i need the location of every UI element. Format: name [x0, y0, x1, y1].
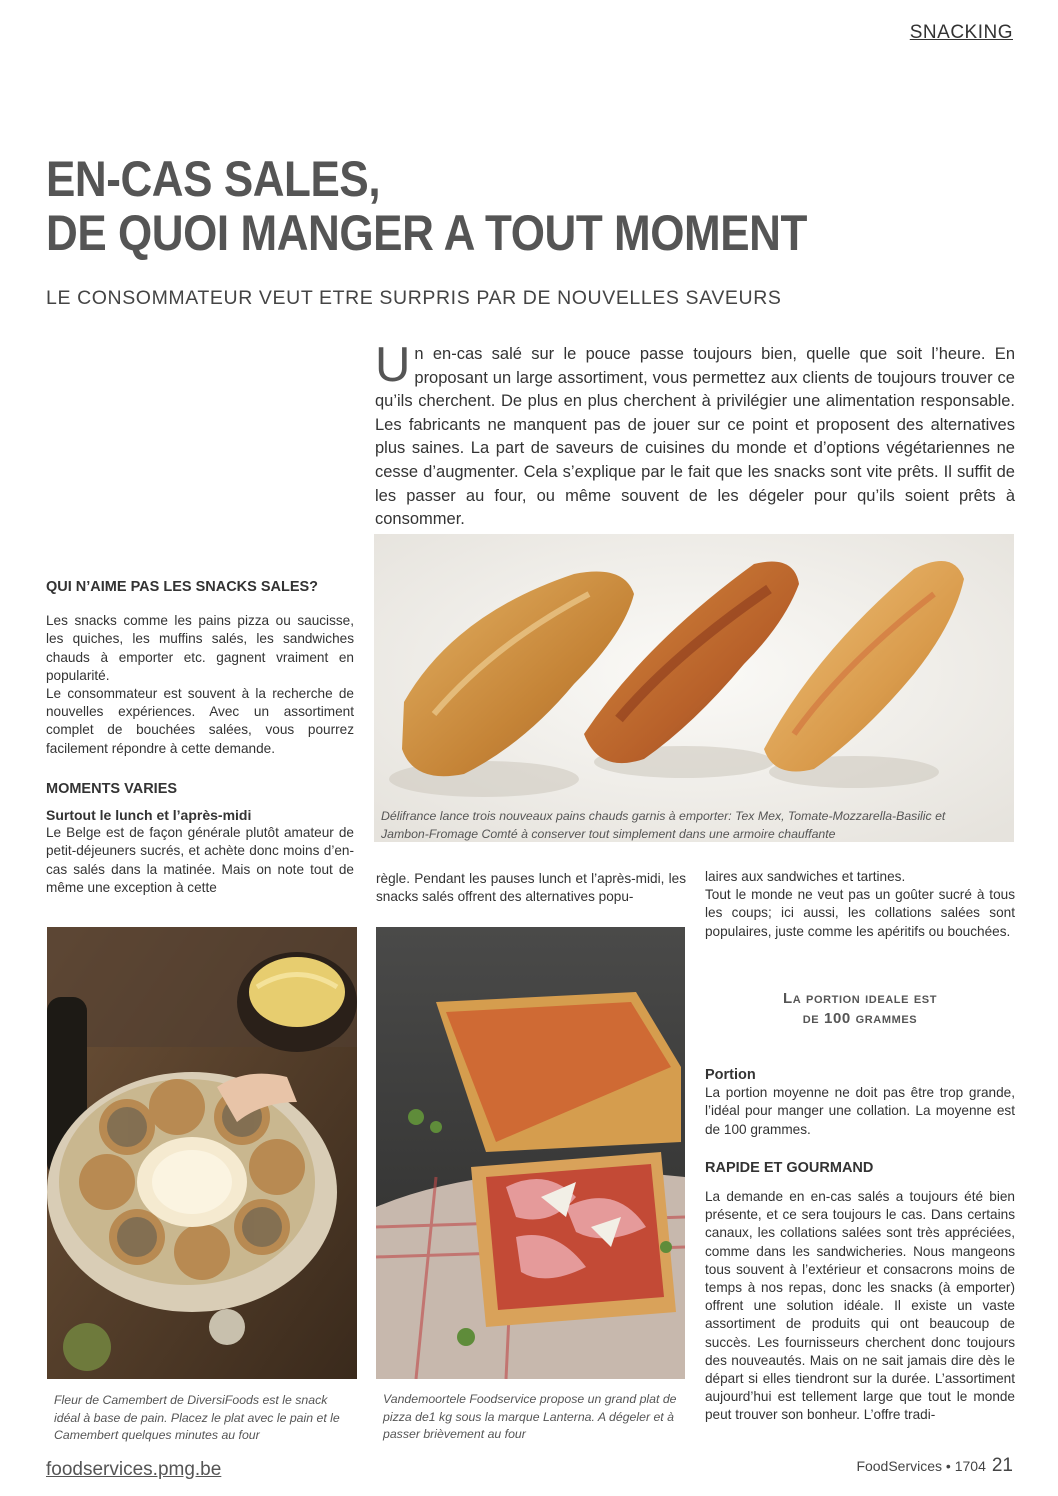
- heading-portion: Portion: [705, 1067, 756, 1083]
- footer-url-link[interactable]: foodservices.pmg.be: [46, 1459, 222, 1480]
- photo-camembert: [47, 927, 357, 1379]
- pull-quote-line-2: de 100 grammes: [802, 1010, 918, 1027]
- caption-pizza: Vandemoortele Foodservice propose un grand plat de pizza de1 kg sous la marque Lanterna. A dégeler et à passer brièvement au four: [383, 1392, 677, 1441]
- heading-moments-varies: MOMENTS VARIES: [46, 780, 178, 797]
- caption-camembert: Fleur de Camembert de DiversiFoods est le snack idéal à base de pain. Placez le plat avec le pain et le Camembert quelques minutes au four: [54, 1393, 340, 1442]
- heading-qui-naime: QUI N’AIME PAS LES SNACKS SALES?: [46, 579, 319, 595]
- magazine-name: FoodServices • 1704: [856, 1458, 986, 1474]
- title-line-1: EN-CAS SALES,: [46, 151, 381, 207]
- subtitle: LE CONSOMMATEUR VEUT ETRE SURPRIS PAR DE NOUVELLES SAVEURS: [46, 287, 782, 309]
- subheading-lunch: Surtout le lunch et l’après-midi: [46, 807, 252, 824]
- page-number: 21: [991, 1455, 1013, 1476]
- pull-quote-line-1: La portion ideale est: [782, 990, 938, 1007]
- left-para-1: Les snacks comme les pains pizza ou saucisse, les quiches, les muffins salés, les sandwiches chauds à emporter etc. gagnent vraiment en popularité.: [46, 613, 354, 683]
- photo-savoury-breads: [374, 534, 1014, 842]
- footer-issue: [856, 1455, 1013, 1477]
- para-rapide: La demande en en-cas salés a toujours été bien présente, et ce sera toujours le cas. Dans certains canaux, les collations salées sont très appréciées, comme dans les sandwicheries. Nous mangeons tous souvent à l’extérieur et consacrons moins de temps à nos repas, donc les snacks (à emporter) offrent une solution idéale. Il existe un vaste assortiment de produits qui ont beaucoup de succès. Les fournisseurs cherchent donc toujours des nouveautés. Mais on ne sait jamais dire dès le départ si elles tiendront sur la durée. L’assortiment aujourd’hui est tellement large que tout le monde peut trouver son bonheur. L’offre tradi-: [705, 1189, 1015, 1423]
- photo-pizza: [376, 927, 685, 1379]
- para-portion: La portion moyenne ne doit pas être trop grande, l’idéal pour manger une collation. La moyenne est de 100 grammes.: [705, 1085, 1015, 1137]
- pull-quote: [705, 989, 1015, 1029]
- intro-text: n en-cas salé sur le pouce passe toujours bien, quelle que soit l’heure. En proposant un large assortiment, vous permettez aux clients de toujours trouver ce qu’ils cherchent. De plus en plus cherchent à privilégier une alimentation responsable. Les fabricants ne manquent pas de jouer sur ce point et proposent des alternatives plus saines. La part de saveurs de cuisines du monde et d’options végétariennes ne cesse d’augmenter. Cela s’explique par le fait que les snacks sont vite prêts. Il suffit de les passer au four, ou même souvent de les dégeler pour qu’ils soient prêts à consommer.: [375, 345, 1015, 529]
- page-title: [46, 152, 838, 260]
- right-para-1: laires aux sandwiches et tartines.: [705, 869, 906, 884]
- middle-column-text: règle. Pendant les pauses lunch et l’après-midi, les snacks salés offrent des alternatives popu-: [376, 871, 686, 905]
- intro-paragraph: [375, 338, 1015, 532]
- right-column-bottom: [705, 1066, 1015, 1425]
- section-tag[interactable]: SNACKING: [909, 22, 1013, 43]
- left-para-2: Le consommateur est souvent à la recherche de nouvelles expériences. Avec un assortiment complet de bouchées salées, vous pourrez facilement répondre à cette demande.: [46, 686, 354, 756]
- left-para-3: Le Belge est de façon générale plutôt amateur de petit-déjeuners sucrés, et achète donc moins d’en-cas salés dans la matinée. Mais on note tout de même une exception à cette: [46, 825, 354, 895]
- left-column: [46, 578, 354, 897]
- right-para-2: Tout le monde ne veut pas un goûter sucré à tous les coups; ici aussi, les collations salées sont populaires, juste comme les apéritifs ou bouchées.: [705, 887, 1015, 939]
- caption-savoury-breads: Délifrance lance trois nouveaux pains chauds garnis à emporter: Tex Mex, Tomate-Mozzarella-Basilic et Jambon-Fromage Comté à conserver tout simplement dans une armoire chauffante: [381, 809, 946, 841]
- title-line-2: DE QUOI MANGER A TOUT MOMENT: [46, 205, 807, 261]
- heading-rapide: RAPIDE ET GOURMAND: [705, 1159, 874, 1176]
- right-column-top: [705, 868, 1015, 941]
- dropcap: U: [375, 338, 411, 392]
